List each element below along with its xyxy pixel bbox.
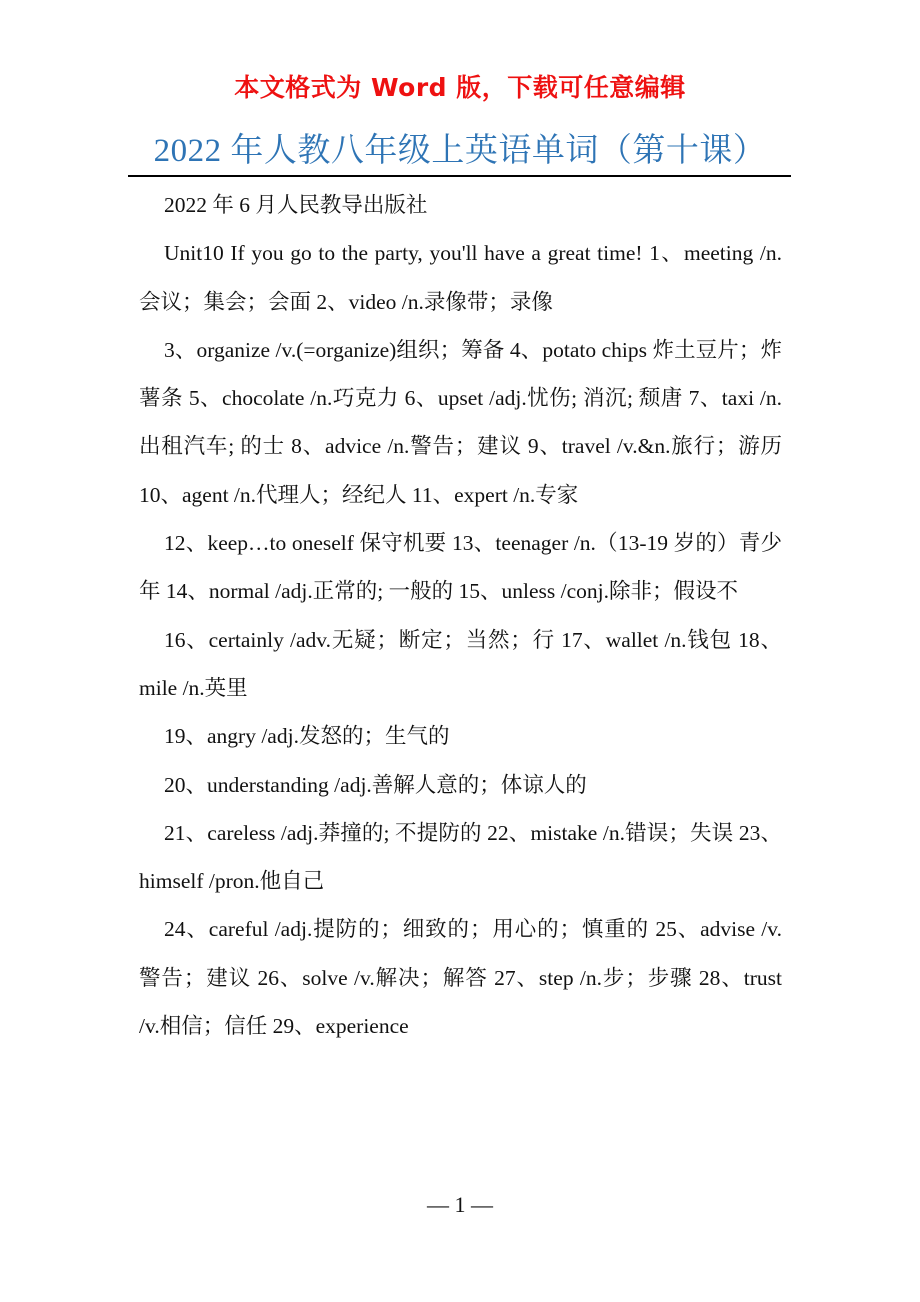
title-divider <box>128 175 791 177</box>
vocab-paragraph: 3、organize /v.(=organize)组织；筹备 4、potato chips 炸土豆片；炸薯条 5、chocolate /n.巧克力 6、upset /adj.忧伤; 消沉; 颓唐 7、taxi /n.出租汽车; 的士 8、advice /n.警告；建议 9、travel /v.&n.旅行；游历 10、agent /n.代理人；经纪人 11、expert /n.专家 <box>139 337 782 507</box>
vocab-paragraph: 20、understanding /adj.善解人意的；体谅人的 <box>164 772 587 797</box>
vocab-paragraph: 21、careless /adj.莽撞的; 不提防的 22、mistake /n.错误；失误 23、himself /pron.他自己 <box>139 820 782 894</box>
document-body <box>139 181 782 1050</box>
editable-format-banner: 本文格式为 Word 版，下载可任意编辑 <box>234 73 686 102</box>
vocab-paragraph: 24、careful /adj.提防的；细致的；用心的；慎重的 25、advise /v.警告；建议 26、solve /v.解决；解答 27、step /n.步；步骤 28、trust /v.相信；信任 29、experience <box>139 917 782 1039</box>
page-number: — 1 — <box>427 1192 493 1217</box>
vocab-paragraph: 19、angry /adj.发怒的；生气的 <box>164 724 450 749</box>
document-title: 2022 年人教八年级上英语单词（第十课） <box>153 133 767 169</box>
publisher-line: 2022 年 6 月人民教导出版社 <box>164 193 428 217</box>
vocab-paragraph: 16、certainly /adv.无疑；断定；当然；行 17、wallet /n.钱包 18、mile /n.英里 <box>139 627 782 700</box>
vocab-paragraph: 12、keep…to oneself 保守机要 13、teenager /n.（13-19 岁的）青少年 14、normal /adj.正常的; 一般的 15、unless /conj.除非；假设不 <box>139 531 782 604</box>
vocab-paragraph: Unit10 If you go to the party, you'll have a great time! 1、meeting /n.会议；集会；会面 2、video /n.录像带；录像 <box>139 241 782 314</box>
